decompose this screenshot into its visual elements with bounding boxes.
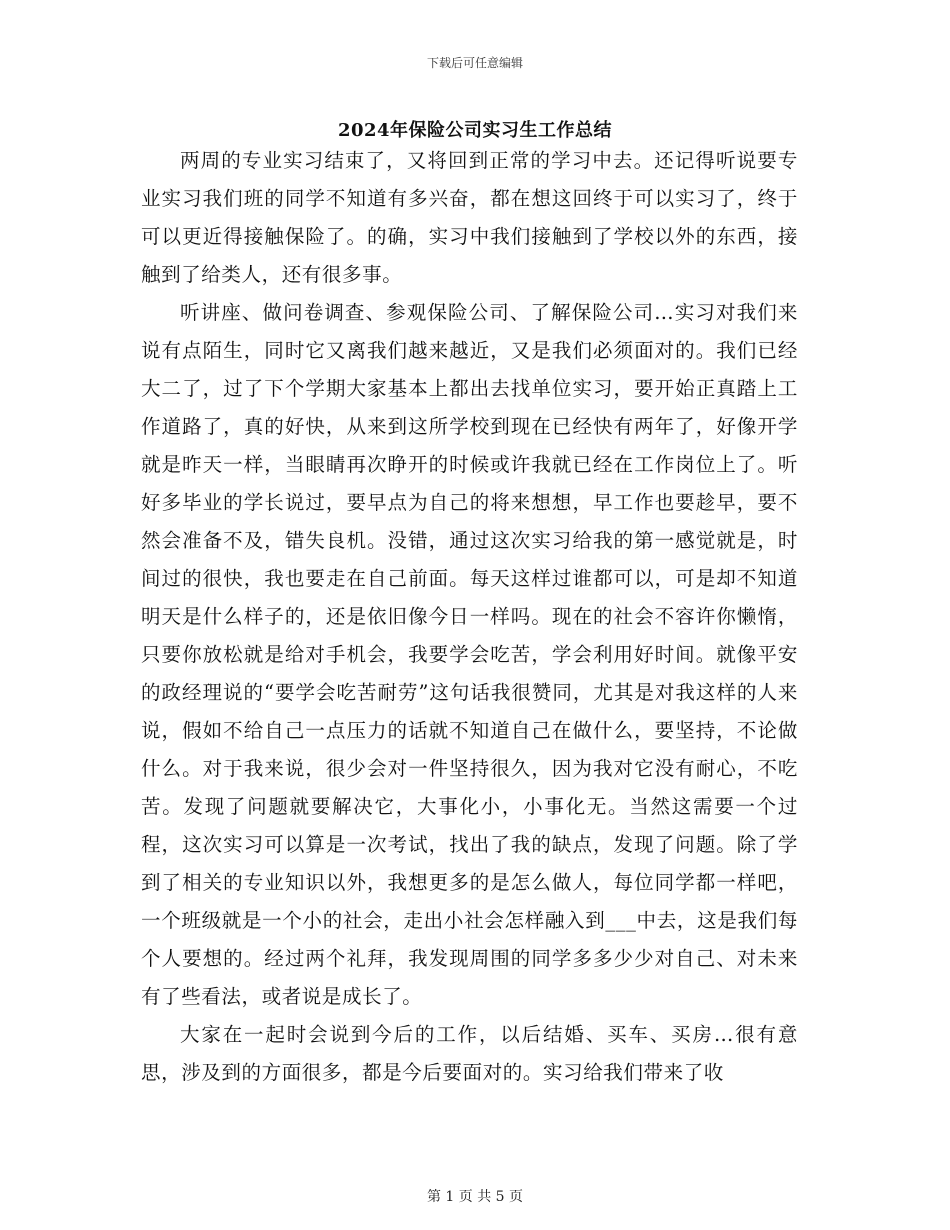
paragraph-2: 听讲座、做问卷调查、参观保险公司、了解保险公司…实习对我们来说有点陌生，同时它又离我们越来越近，又是我们必须面对的。我们已经大二了，过了下个学期大家基本上都出去找单位实习，要开始正真踏上工作道路了，真的好快，从来到这所学校到现在已经快有两年了，好像开学就是昨天一样，当眼睛再次睁开的时候或许我就已经在工作岗位上了。听好多毕业的学长说过，要早点为自己的将来想想，早工作也要趁早，要不然会准备不及，错失良机。没错，通过这次实习给我的第一感觉就是，时间过的很快，我也要走在自己前面。每天这样过谁都可以，可是却不知道明天是什么样子的，还是依旧像今日一样吗。现在的社会不容许你懒惰，只要你放松就是给对手机会，我要学会吃苦，学会利用好时间。就像平安的政经理说的“要学会吃苦耐劳”这句话我很赞同，尤其是对我这样的人来说，假如不给自己一点压力的话就不知道自己在做什么，要坚持，不论做什么。对于我来说，很少会对一件坚持很久，因为我对它没有耐心，不吃苦。发现了问题就要解决它，大事化小，小事化无。当然这需要一个过程，这次实习可以算是一次考试，找出了我的缺点，发现了问题。除了学到了相关的专业知识以外，我想更多的是怎么做人，每位同学都一样吧，一个班级就是一个小的社会，走出小社会怎样融入到___中去，这是我们每个人要想的。经过两个礼拜，我发现周围的同学多多少少对自己、对未来有了些看法，或者说是成长了。	[141, 301, 798, 1008]
paragraph-3: 大家在一起时会说到今后的工作，以后结婚、买车、买房…很有意思，涉及到的方面很多，都是今后要面对的。实习给我们带来了收	[141, 1023, 798, 1084]
document-body	[141, 142, 798, 1092]
document-title: 2024年保险公司实习生工作总结	[337, 120, 613, 141]
paragraph-1: 两周的专业实习结束了，又将回到正常的学习中去。还记得听说要专业实习我们班的同学不知道有多兴奋，都在想这回终于可以实习了，终于可以更近得接触保险了。的确，实习中我们接触到了学校以外的东西，接触到了给类人，还有很多事。	[141, 149, 798, 286]
page-footer: 第 1 页 共 5 页	[426, 1189, 524, 1205]
page-header: 下载后可任意编辑	[426, 56, 523, 70]
